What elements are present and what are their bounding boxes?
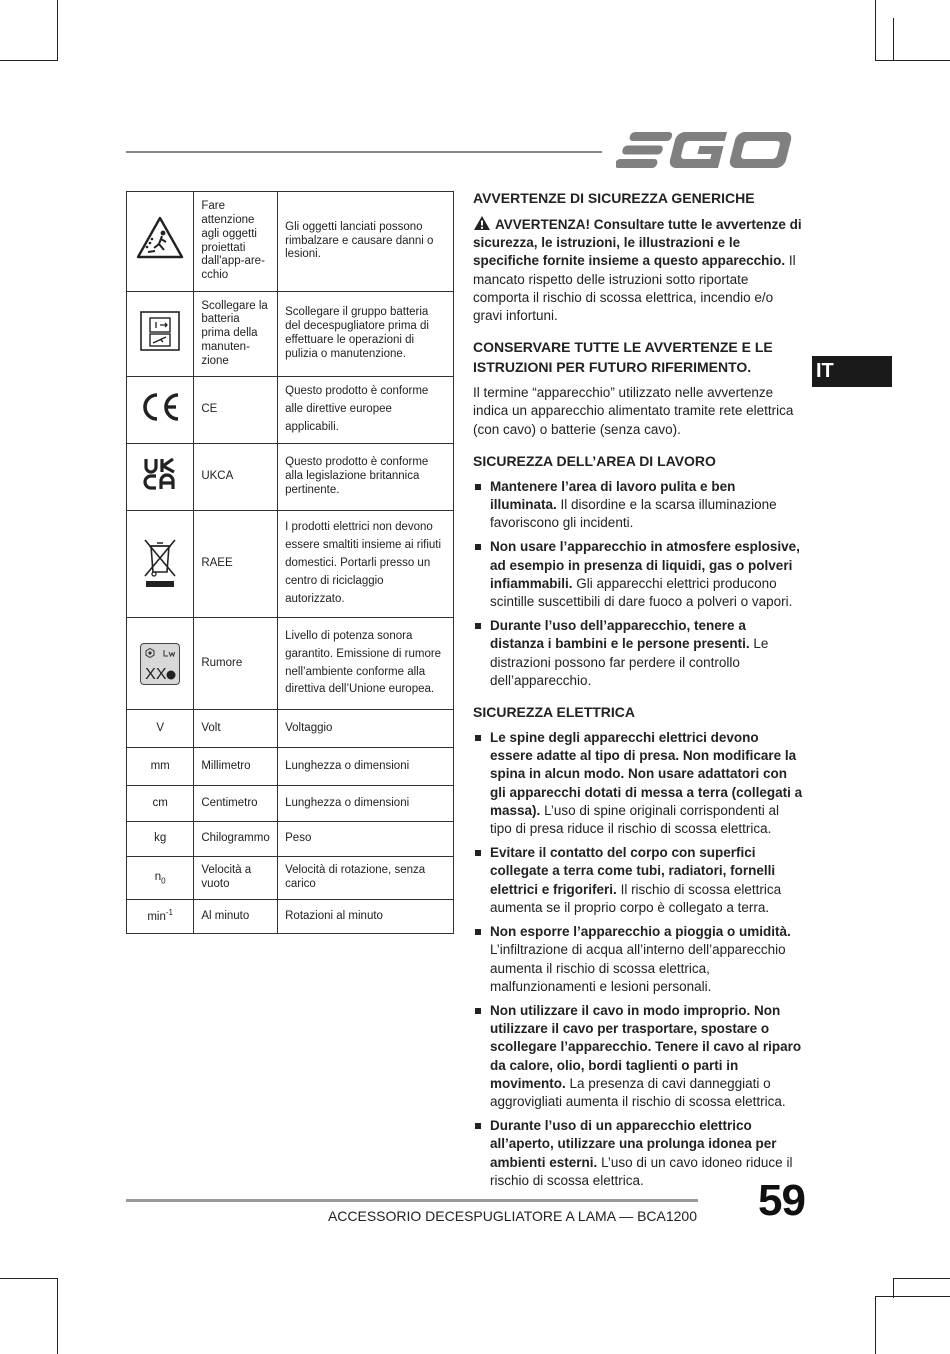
crop-mark [893,1278,950,1279]
desc-cell: Peso [278,822,454,857]
desc-cell: Scollegare il gruppo batteria del decespugliatore prima di effettuare le operazioni di pulizia o manutenzione. [278,292,454,377]
table-row [127,748,454,786]
crop-mark [0,1278,58,1279]
table-row [127,857,454,900]
list-item [473,844,803,917]
crop-mark [57,1278,58,1354]
desc-cell: Voltaggio [278,710,454,748]
crop-mark [875,1296,950,1297]
crop-mark [875,60,950,61]
desc-cell: Gli oggetti lanciati possono rimbalzare e causare danni o lesioni. [278,192,454,292]
table-row [127,292,454,377]
settings-sound-icon [145,648,155,658]
bullet-icon [475,735,481,741]
warning-paragraph [473,215,803,325]
list-item [473,1002,803,1111]
table-row [127,710,454,748]
crop-mark [893,1278,894,1298]
header-rule [126,151,602,153]
bullet-icon [475,929,481,935]
lwa-label-icon [163,649,175,657]
footer-title: ACCESSORIO DECESPUGLIATORE A LAMA — BCA1200 [327,1208,697,1224]
table-row [127,900,454,934]
symbol-cell: V [127,710,194,748]
symbol-cell: cm [127,786,194,822]
symbol-text: min [147,910,166,923]
symbol-cell [127,900,194,934]
symbol-cell [127,192,194,292]
desc-cell: I prodotti elettrici non devono essere smaltiti insieme ai rifiuti domestici. Portarli presso un centro di riciclaggio autorizzato. [278,511,454,618]
desc-cell: Questo prodotto è conforme alle direttive europee applicabili. [278,377,454,444]
symbol-cell: mm [127,748,194,786]
table-row [127,511,454,618]
symbols-table [126,191,454,934]
bullet-icon [475,850,481,856]
work-area-list [473,478,803,690]
desc-cell: Lunghezza o dimensioni [278,748,454,786]
item-bold: Durante l’uso dell’apparecchio, tenere a distanza i bambini e le persone presenti. [490,618,750,652]
item-text: L’uso di spine originali corrispondenti al tipo di presa riduce il rischio di scossa elettrica. [490,802,779,837]
crop-mark [875,0,876,61]
symbol-cell [127,511,194,618]
list-item [473,923,803,996]
item-bold: Non esporre l’apparecchio a pioggia o umidità. [490,924,791,940]
term-cell: CE [194,377,278,444]
bullet-icon [475,1008,481,1014]
bullet-icon [475,623,481,629]
term-cell: Rumore [194,618,278,710]
language-tab: IT [812,356,892,387]
item-bold: Non utilizzare il cavo in modo improprio. Non utilizzare il cavo per trasportare, spostare o scollegare l’apparecchio. Tenere il cavo al riparo da calore, olio, bordi taglienti o parti in movimento. [490,1002,802,1091]
list-item [473,1117,803,1190]
item-text: Le distrazioni possono far perdere il controllo dell’apparecchio. [490,636,769,688]
thrown-objects-icon [135,215,185,261]
crop-mark [875,1296,876,1354]
crop-mark [0,60,58,61]
list-item [473,538,803,611]
warning-triangle-icon [473,215,491,231]
item-text: L’infiltrazione di acqua all’interno dell’apparecchio aumenta il rischio di scossa elettrica, malfunzionamenti e lesioni personali. [490,942,786,994]
item-bold: Durante l’uso di un apparecchio elettrico all’aperto, utilizzare una prolunga idonea per ambienti esterni. [490,1118,777,1170]
item-bold: Non usare l’apparecchio in atmosfere esplosive, ad esempio in presenza di liquidi, gas o polveri infiammabili. [490,539,800,591]
ukca-mark-icon [143,457,177,491]
term-cell: Chilogrammo [194,822,278,857]
symbol-cell [127,292,194,377]
term-cell: RAEE [194,511,278,618]
crop-mark [893,18,894,60]
disconnect-battery-icon [138,309,182,353]
table-row [127,444,454,511]
term-cell: Scollegare la batteria prima della manuten-zione [194,292,278,377]
table-row [127,786,454,822]
warning-label: AVVERTENZA! [495,217,591,232]
term-cell: Velocità a vuoto [194,857,278,900]
warning-text: Il mancato rispetto delle istruzioni sotto riportate comporta il rischio di scossa elettrica, incendio e/o gravi infortuni. [473,253,796,324]
desc-cell: Livello di potenza sonora garantito. Emissione di rumore nell’ambiente conforme alla direttiva dell’Unione europea. [278,618,454,710]
desc-cell: Lunghezza o dimensioni [278,786,454,822]
item-bold: Mantenere l’area di lavoro pulita e ben illuminata. [490,478,736,513]
section-heading: SICUREZZA DELL’AREA DI LAVORO [473,452,716,469]
list-item [473,729,803,838]
item-text: Gli apparecchi elettrici producono scintille suscettibili di dare fuoco a polveri o vapori. [490,575,793,610]
table-row [127,618,454,710]
symbol-subscript: 0 [161,875,166,885]
symbol-cell [127,857,194,900]
section-heading: AVVERTENZE DI SICUREZZA GENERICHE [473,190,755,206]
body-paragraph: Il termine “apparecchio” utilizzato nelle avvertenze indica un apparecchio alimentato tramite rete elettrica (con cavo) o batterie (senza cavo). [473,385,794,437]
footer-rule [126,1199,698,1202]
noise-value-label: XX [145,665,167,683]
term-cell: UKCA [194,444,278,511]
safety-warnings-column [473,188,803,1202]
db-badge-icon [166,670,176,680]
noise-level-icon [140,643,180,685]
desc-cell: Rotazioni al minuto [278,900,454,934]
symbol-cell [127,444,194,511]
term-cell: Volt [194,710,278,748]
table-row [127,822,454,857]
item-bold: Evitare il contatto del corpo con superfici collegate a terra come tubi, radiatori, fornelli elettrici e frigoriferi. [490,845,776,897]
desc-cell: Questo prodotto è conforme alla legislazione britannica pertinente. [278,444,454,511]
item-bold: Le spine degli apparecchi elettrici devono essere adatte al tipo di presa. Non modificare la spina in alcun modo. Non usare adattatori con gli apparecchi dotati di messa a terra (collegati a massa). [490,730,803,818]
term-cell: Centimetro [194,786,278,822]
desc-cell: Velocità di rotazione, senza carico [278,857,454,900]
symbol-cell: kg [127,822,194,857]
section-heading: SICUREZZA ELETTRICA [473,704,636,721]
crop-mark [57,0,58,61]
term-cell: Millimetro [194,748,278,786]
weee-bin-icon [140,534,180,588]
symbol-superscript: -1 [165,907,173,917]
bullet-icon [475,544,481,550]
electrical-list [473,729,803,1190]
item-text: L’uso di un cavo idoneo riduce il rischio di scossa elettrica. [490,1154,793,1188]
symbol-cell [127,618,194,710]
ce-mark-icon [138,392,182,422]
item-text: Il rischio di scossa elettrica aumenta se il proprio corpo è collegato a terra. [490,881,782,915]
bullet-icon [475,1123,481,1129]
item-text: La presenza di cavi danneggiati o aggrovigliati aumenta il rischio di scossa elettrica. [490,1075,786,1109]
table-row [127,192,454,292]
section-heading: CONSERVARE TUTTE LE AVVERTENZE E LE ISTRUZIONI PER FUTURO RIFERIMENTO. [473,339,773,376]
table-row [127,377,454,444]
term-cell: Fare attenzione agli oggetti proiettati dall'app-are-cchio [194,192,278,292]
term-cell: Al minuto [194,900,278,934]
ego-logo [616,128,800,172]
item-text: Il disordine e la scarsa illuminazione favoriscono gli incidenti. [490,497,777,531]
symbol-cell [127,377,194,444]
symbol-text: n [154,870,162,883]
bullet-icon [475,484,481,490]
list-item [473,478,803,533]
page-number: 59 [758,1176,805,1225]
list-item [473,617,803,690]
warning-bold-text: Consultare tutte le avvertenze di sicurezza, le istruzioni, le illustrazioni e le specifiche fornite insieme a questo apparecchio. [473,217,802,269]
